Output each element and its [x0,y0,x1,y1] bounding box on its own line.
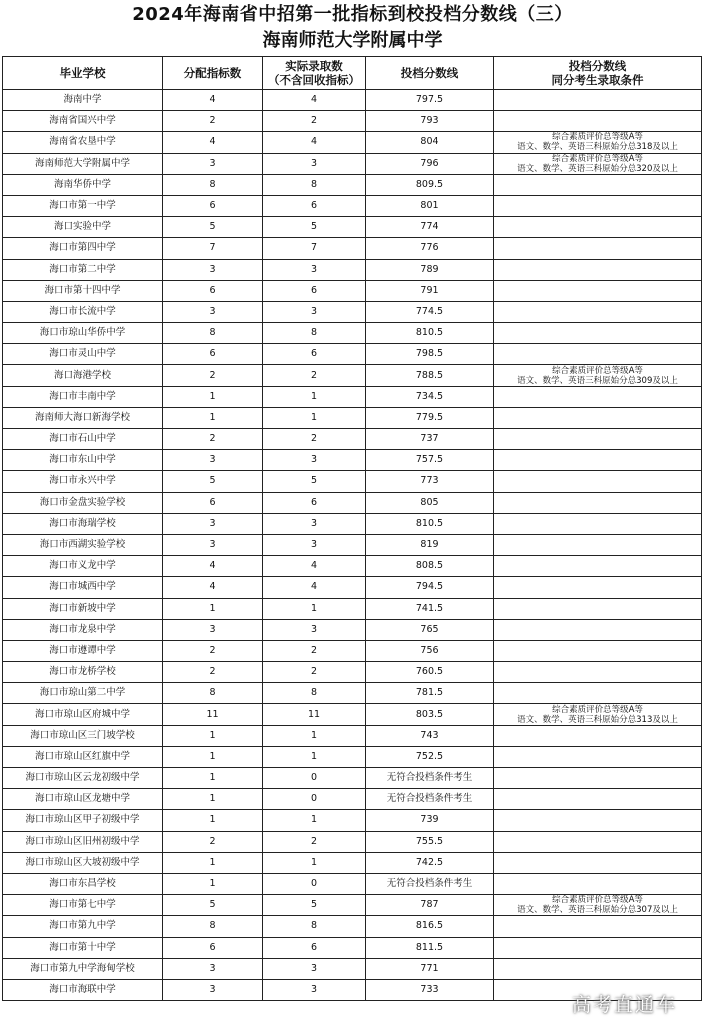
cell-admitted: 0 [263,873,366,894]
cell-admitted: 4 [263,132,366,153]
cell-school: 海口市琼山第二中学 [3,683,163,704]
cell-quota: 3 [163,301,263,322]
cell-quota: 1 [163,789,263,810]
table-row [3,662,702,683]
cell-quota: 1 [163,386,263,407]
cell-school: 海南师大海口新海学校 [3,407,163,428]
cell-school: 海南省国兴中学 [3,111,163,132]
table-row [3,365,702,386]
cell-tiebreak [494,429,702,450]
cell-school: 海口市第十中学 [3,937,163,958]
cell-tiebreak [494,259,702,280]
cell-admitted: 3 [263,259,366,280]
cell-quota: 1 [163,725,263,746]
cell-quota: 8 [163,916,263,937]
cell-quota: 3 [163,153,263,174]
table-row [3,704,702,725]
cell-quota: 4 [163,577,263,598]
cell-tiebreak [494,492,702,513]
cell-tiebreak [494,916,702,937]
cell-quota: 7 [163,238,263,259]
cell-admitted: 3 [263,450,366,471]
cell-tiebreak [494,217,702,238]
cell-school: 海口市第九中学 [3,916,163,937]
table-row [3,301,702,322]
cell-quota: 6 [163,344,263,365]
cell-tiebreak [494,195,702,216]
table-row [3,873,702,894]
page-title: 2024年海南省中招第一批指标到校投档分数线（三） [132,4,573,25]
cell-admitted: 5 [263,895,366,916]
table-row [3,238,702,259]
cell-school: 海口市金盘实验学校 [3,492,163,513]
cell-tiebreak [494,873,702,894]
cell-school: 海南省农垦中学 [3,132,163,153]
cell-quota: 6 [163,937,263,958]
cell-quota: 8 [163,323,263,344]
cell-admitted: 1 [263,746,366,767]
cell-quota: 4 [163,90,263,111]
cell-admitted: 8 [263,174,366,195]
cell-quota: 5 [163,471,263,492]
table-row [3,90,702,111]
cell-admitted: 6 [263,937,366,958]
cell-admitted: 1 [263,852,366,873]
table-row [3,513,702,534]
cell-score: 773 [366,471,494,492]
watermark: 高考直通车 [571,994,677,1016]
cell-score: 805 [366,492,494,513]
cell-school: 海口市城西中学 [3,577,163,598]
cell-quota: 1 [163,746,263,767]
cell-tiebreak [494,789,702,810]
cell-admitted: 0 [263,789,366,810]
cell-school: 海口市遵谭中学 [3,640,163,661]
cell-quota: 8 [163,683,263,704]
table-row [3,619,702,640]
header-admitted-line2: （不含回收指标） [268,73,360,87]
cell-quota: 1 [163,598,263,619]
cell-admitted: 7 [263,238,366,259]
cell-tiebreak [494,301,702,322]
table-row [3,556,702,577]
table-row [3,958,702,979]
cell-score: 737 [366,429,494,450]
header-admitted-line1: 实际录取数 [285,59,343,73]
table-row [3,132,702,153]
cell-quota: 3 [163,619,263,640]
tiebreak-line: 综合素质评价总等级A等 [552,704,643,715]
tiebreak-line: 语文、数学、英语三科原始分总307及以上 [517,905,678,916]
table-row [3,810,702,831]
cell-admitted: 4 [263,556,366,577]
cell-quota: 6 [163,492,263,513]
cell-quota: 1 [163,873,263,894]
cell-school: 海口市琼山区甲子初级中学 [3,810,163,831]
cell-admitted: 1 [263,725,366,746]
cell-score: 797.5 [366,90,494,111]
cell-score: 810.5 [366,323,494,344]
cell-tiebreak [494,513,702,534]
cell-quota: 8 [163,174,263,195]
cell-tiebreak [494,323,702,344]
cell-admitted: 5 [263,217,366,238]
table-row [3,174,702,195]
cell-school: 海口市琼山区三门坡学校 [3,725,163,746]
header-school: 毕业学校 [3,57,163,90]
cell-quota: 6 [163,195,263,216]
cell-school: 海口市琼山华侨中学 [3,323,163,344]
table-row [3,725,702,746]
cell-school: 海口实验中学 [3,217,163,238]
cell-admitted: 1 [263,598,366,619]
cell-admitted: 6 [263,344,366,365]
cell-quota: 1 [163,768,263,789]
cell-school: 海南中学 [3,90,163,111]
cell-quota: 3 [163,450,263,471]
cell-score: 742.5 [366,852,494,873]
cell-score: 801 [366,195,494,216]
cell-score: 743 [366,725,494,746]
table-row [3,195,702,216]
cell-school: 海口市灵山中学 [3,344,163,365]
cell-school: 海口市东山中学 [3,450,163,471]
cell-admitted: 8 [263,683,366,704]
table-row [3,916,702,937]
tiebreak-line: 综合素质评价总等级A等 [552,365,643,376]
table-row [3,153,702,174]
cell-quota: 2 [163,365,263,386]
cell-quota: 1 [163,407,263,428]
cell-school: 海口市琼山区大坡初级中学 [3,852,163,873]
cell-school: 海口市第七中学 [3,895,163,916]
table-row [3,789,702,810]
cell-school: 海口市义龙中学 [3,556,163,577]
cell-tiebreak [494,895,702,916]
cell-quota: 5 [163,895,263,916]
cell-admitted: 1 [263,407,366,428]
cell-tiebreak [494,344,702,365]
cell-score: 741.5 [366,598,494,619]
cell-quota: 6 [163,280,263,301]
cell-school: 海口市长流中学 [3,301,163,322]
table-row [3,111,702,132]
cell-score: 788.5 [366,365,494,386]
cell-tiebreak [494,937,702,958]
cell-tiebreak [494,471,702,492]
cell-school: 海口市丰南中学 [3,386,163,407]
cell-score: 776 [366,238,494,259]
table-row [3,683,702,704]
cell-tiebreak [494,386,702,407]
cell-tiebreak [494,619,702,640]
table-row [3,895,702,916]
table-row [3,640,702,661]
table-row [3,598,702,619]
cell-tiebreak [494,598,702,619]
cell-score: 810.5 [366,513,494,534]
tiebreak-line: 综合素质评价总等级A等 [552,153,643,164]
cell-tiebreak [494,640,702,661]
cell-score: 739 [366,810,494,831]
cell-score: 无符合投档条件考生 [366,873,494,894]
tiebreak-line: 语文、数学、英语三科原始分总313及以上 [517,714,678,725]
cell-admitted: 8 [263,916,366,937]
cell-tiebreak [494,90,702,111]
cell-score: 811.5 [366,937,494,958]
cell-tiebreak [494,852,702,873]
cell-admitted: 11 [263,704,366,725]
cell-quota: 4 [163,556,263,577]
cell-school: 海口市琼山区云龙初级中学 [3,768,163,789]
cell-score: 779.5 [366,407,494,428]
cell-tiebreak [494,704,702,725]
cell-score: 774 [366,217,494,238]
cell-tiebreak [494,556,702,577]
cell-quota: 1 [163,810,263,831]
cell-tiebreak [494,683,702,704]
cell-tiebreak [494,577,702,598]
cell-quota: 3 [163,979,263,1000]
cell-admitted: 4 [263,577,366,598]
cell-score: 803.5 [366,704,494,725]
cell-school: 海口市石山中学 [3,429,163,450]
cell-score: 809.5 [366,174,494,195]
cell-score: 791 [366,280,494,301]
cell-school: 海口市永兴中学 [3,471,163,492]
table-row [3,280,702,301]
cell-admitted: 2 [263,662,366,683]
table-row [3,323,702,344]
cell-score: 756 [366,640,494,661]
cell-school: 海口市第十四中学 [3,280,163,301]
header-quota: 分配指标数 [163,57,263,90]
cell-score: 757.5 [366,450,494,471]
cell-admitted: 3 [263,301,366,322]
tiebreak-line: 综合素质评价总等级A等 [552,895,643,906]
cell-quota: 5 [163,217,263,238]
tiebreak-line: 语文、数学、英语三科原始分总318及以上 [517,142,678,153]
cell-school: 海口市新坡中学 [3,598,163,619]
cell-score: 796 [366,153,494,174]
header-tiebreak [494,57,702,90]
cell-admitted: 0 [263,768,366,789]
cell-admitted: 2 [263,429,366,450]
cell-school: 海口海港学校 [3,365,163,386]
cell-school: 海口市第一中学 [3,195,163,216]
cell-tiebreak [494,725,702,746]
table-row [3,852,702,873]
tiebreak-line: 语文、数学、英语三科原始分总320及以上 [517,163,678,174]
cell-school: 海口市海联中学 [3,979,163,1000]
cell-score: 794.5 [366,577,494,598]
cell-quota: 4 [163,132,263,153]
cell-tiebreak [494,662,702,683]
table-row [3,429,702,450]
cell-score: 760.5 [366,662,494,683]
cell-admitted: 3 [263,153,366,174]
cell-school: 海口市海瑞学校 [3,513,163,534]
cell-score: 804 [366,132,494,153]
cell-admitted: 1 [263,810,366,831]
header-tiebreak-line2: 同分考生录取条件 [551,73,644,87]
cell-tiebreak [494,958,702,979]
score-table [2,56,702,1001]
table-row [3,217,702,238]
table-row [3,746,702,767]
cell-admitted: 3 [263,979,366,1000]
cell-quota: 2 [163,429,263,450]
cell-tiebreak [494,450,702,471]
cell-score: 733 [366,979,494,1000]
cell-school: 海南华侨中学 [3,174,163,195]
table-row [3,407,702,428]
cell-tiebreak [494,768,702,789]
header-tiebreak-line1: 投档分数线 [568,59,627,73]
cell-score: 781.5 [366,683,494,704]
table-row [3,471,702,492]
table-row [3,344,702,365]
cell-score: 765 [366,619,494,640]
table-row [3,492,702,513]
table-row [3,259,702,280]
cell-tiebreak [494,746,702,767]
cell-school: 海口市琼山区红旗中学 [3,746,163,767]
cell-score: 789 [366,259,494,280]
cell-admitted: 1 [263,386,366,407]
cell-score: 771 [366,958,494,979]
cell-school: 海口市龙桥学校 [3,662,163,683]
cell-score: 734.5 [366,386,494,407]
cell-tiebreak [494,238,702,259]
cell-admitted: 2 [263,111,366,132]
cell-admitted: 6 [263,195,366,216]
cell-tiebreak [494,407,702,428]
cell-admitted: 5 [263,471,366,492]
cell-admitted: 2 [263,640,366,661]
header-admitted [263,57,366,90]
cell-score: 819 [366,534,494,555]
cell-quota: 3 [163,259,263,280]
cell-school: 海口市琼山区旧州初级中学 [3,831,163,852]
cell-tiebreak [494,132,702,153]
cell-school: 海口市东昌学校 [3,873,163,894]
cell-admitted: 3 [263,534,366,555]
cell-quota: 3 [163,534,263,555]
cell-tiebreak [494,280,702,301]
cell-admitted: 4 [263,90,366,111]
cell-admitted: 3 [263,513,366,534]
table-row [3,450,702,471]
cell-school: 海口市第九中学海甸学校 [3,958,163,979]
page-subtitle: 海南师范大学附属中学 [262,30,443,51]
cell-tiebreak [494,111,702,132]
cell-admitted: 6 [263,280,366,301]
cell-quota: 2 [163,640,263,661]
cell-school: 海口市琼山区府城中学 [3,704,163,725]
cell-admitted: 3 [263,958,366,979]
cell-quota: 2 [163,111,263,132]
cell-quota: 11 [163,704,263,725]
cell-tiebreak [494,831,702,852]
cell-score: 816.5 [366,916,494,937]
table-row [3,534,702,555]
cell-score: 755.5 [366,831,494,852]
header-score: 投档分数线 [366,57,494,90]
table-row [3,768,702,789]
cell-quota: 2 [163,831,263,852]
cell-admitted: 2 [263,365,366,386]
cell-score: 798.5 [366,344,494,365]
cell-tiebreak [494,810,702,831]
cell-school: 海口市第四中学 [3,238,163,259]
cell-score: 774.5 [366,301,494,322]
cell-score: 793 [366,111,494,132]
table-row [3,386,702,407]
cell-quota: 3 [163,513,263,534]
tiebreak-line: 语文、数学、英语三科原始分总309及以上 [517,375,678,386]
tiebreak-line: 综合素质评价总等级A等 [552,132,643,143]
cell-admitted: 8 [263,323,366,344]
cell-tiebreak [494,534,702,555]
cell-score: 752.5 [366,746,494,767]
cell-score: 808.5 [366,556,494,577]
table-row [3,937,702,958]
cell-quota: 1 [163,852,263,873]
cell-score: 无符合投档条件考生 [366,789,494,810]
cell-school: 海口市琼山区龙塘中学 [3,789,163,810]
table-row [3,577,702,598]
cell-tiebreak [494,174,702,195]
cell-admitted: 3 [263,619,366,640]
cell-school: 海口市龙泉中学 [3,619,163,640]
cell-quota: 3 [163,958,263,979]
table-header-row [3,57,702,90]
cell-score: 787 [366,895,494,916]
cell-tiebreak [494,153,702,174]
cell-admitted: 2 [263,831,366,852]
cell-school: 海口市第二中学 [3,259,163,280]
cell-school: 海口市西湖实验学校 [3,534,163,555]
table-row [3,831,702,852]
cell-admitted: 6 [263,492,366,513]
cell-score: 无符合投档条件考生 [366,768,494,789]
cell-school: 海南师范大学附属中学 [3,153,163,174]
cell-quota: 2 [163,662,263,683]
cell-tiebreak [494,365,702,386]
